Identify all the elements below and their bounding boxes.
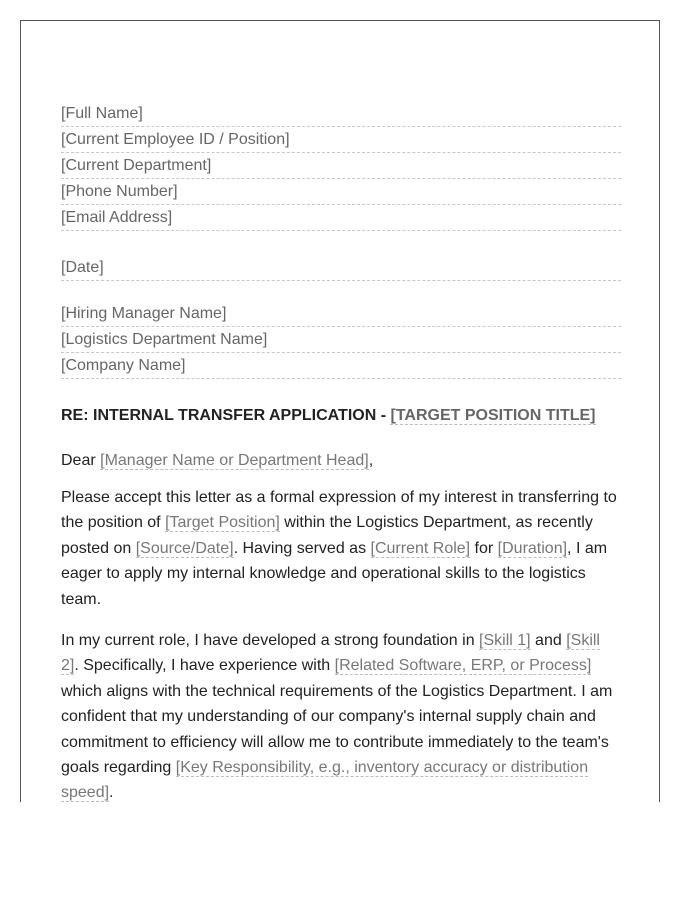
recipient-company-name[interactable]: [Company Name] — [61, 353, 621, 379]
paragraph-2 — [61, 628, 621, 802]
letter-content — [61, 101, 621, 802]
subject-target-title[interactable]: [TARGET POSITION TITLE] — [390, 407, 596, 424]
sender-block — [61, 101, 621, 231]
p1-current-role[interactable]: [Current Role] — [370, 539, 471, 557]
recipient-manager-name[interactable]: [Hiring Manager Name] — [61, 301, 621, 327]
p2-skill-1[interactable]: [Skill 1] — [479, 632, 531, 650]
p1-text-3: . Having served as — [233, 539, 371, 557]
p2-text-3: . Specifically, I have experience with — [74, 657, 335, 675]
sender-phone[interactable]: [Phone Number] — [61, 179, 621, 205]
p2-text-5: . — [109, 784, 114, 802]
p2-related-software[interactable]: [Related Software, ERP, or Process] — [334, 657, 592, 675]
p1-text-5: , I am eager to apply my internal knowledge and operational skills to the logistics team. — [61, 539, 608, 608]
sender-email[interactable]: [Email Address] — [61, 205, 621, 231]
sender-department[interactable]: [Current Department] — [61, 153, 621, 179]
spacer — [61, 281, 621, 301]
salutation-name[interactable]: [Manager Name or Department Head] — [100, 452, 369, 469]
p1-text-2: within the Logistics Department, as recently posted on — [61, 514, 593, 557]
subject-prefix: RE: INTERNAL TRANSFER APPLICATION - — [61, 407, 391, 424]
p1-duration[interactable]: [Duration] — [497, 539, 568, 557]
sender-employee-id-position[interactable]: [Current Employee ID / Position] — [61, 127, 621, 153]
p2-text-4: which aligns with the technical requirements of the Logistics Department. I am confident that my understanding of our company's internal supply chain and commitment to efficiency will allow me to contribute immediately to the team's goals regarding — [61, 682, 613, 777]
p1-text-4: for — [470, 539, 498, 557]
p2-key-responsibility[interactable]: [Key Responsibility, e.g., inventory accuracy or distribution speed] — [61, 759, 589, 802]
p2-text-2: and — [530, 632, 567, 650]
paragraph-1 — [61, 485, 621, 612]
salutation-trailing: , — [368, 452, 374, 469]
recipient-block — [61, 301, 621, 379]
salutation-greeting: Dear — [61, 452, 101, 469]
recipient-department-name[interactable]: [Logistics Department Name] — [61, 327, 621, 353]
salutation — [61, 449, 621, 473]
spacer — [61, 231, 621, 255]
letter-page — [20, 20, 660, 802]
p2-text-1: In my current role, I have developed a strong foundation in — [61, 632, 480, 650]
p1-source-date[interactable]: [Source/Date] — [135, 539, 234, 557]
sender-full-name[interactable]: [Full Name] — [61, 101, 621, 127]
letter-date[interactable]: [Date] — [61, 255, 621, 281]
subject-line — [61, 405, 621, 427]
p1-target-position[interactable]: [Target Position] — [165, 514, 280, 532]
p1-text-1: Please accept this letter as a formal expression of my interest in transferring to the position of — [61, 489, 617, 532]
p2-skill-2[interactable]: [Skill 2] — [61, 632, 600, 675]
